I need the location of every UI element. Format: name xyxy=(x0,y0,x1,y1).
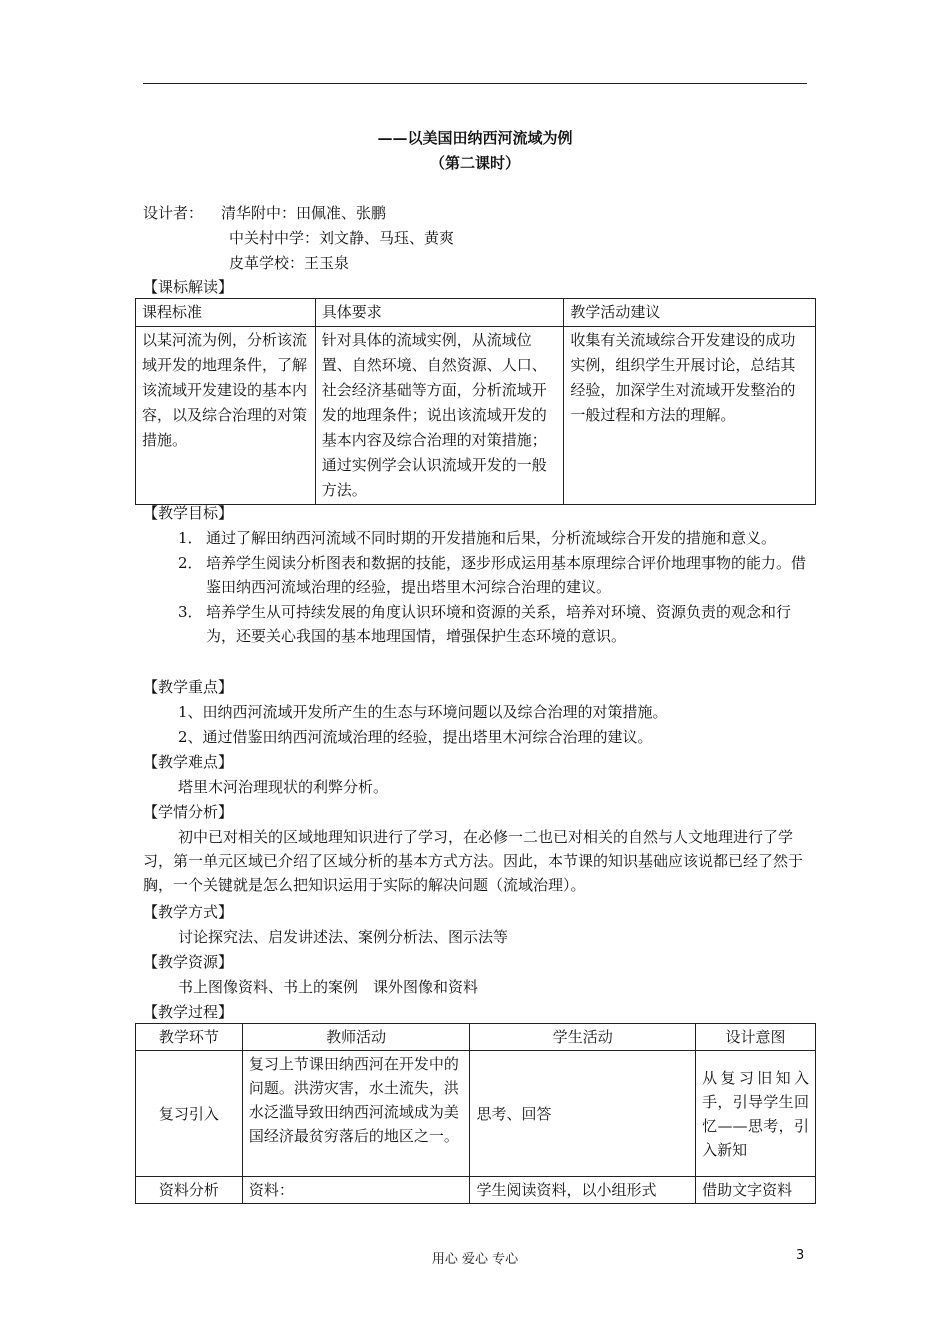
key-point-1: 1、田纳西河流域开发所产生的生态与环境问题以及综合治理的对策措施。 xyxy=(178,703,668,721)
header-cell: 具体要求 xyxy=(315,299,564,327)
process-table-header xyxy=(136,1024,816,1051)
section-method: 【教学方式】 xyxy=(143,903,234,921)
process-table xyxy=(135,1023,816,1204)
table-cell: 资料分析 xyxy=(136,1177,243,1204)
section-analysis: 【学情分析】 xyxy=(143,803,234,821)
header-rule xyxy=(143,83,807,84)
difficult-text: 塔里木河治理现状的利弊分析。 xyxy=(178,778,389,796)
table-row xyxy=(136,1177,816,1204)
section-standard: 【课标解读】 xyxy=(143,278,234,296)
analysis-text: 初中已对相关的区域地理知识进行了学习，在必修一二也已对相关的自然与人文地理进行了学习，第一单元区域已介绍了区域分析的基本方式方法。因此，本节课的知识基础应该说都已经了然于胸，一个关键就是怎么把知识运用于实际的解决问题（流域治理）。 xyxy=(143,828,804,894)
table-cell: 复习引入 xyxy=(136,1051,243,1177)
standard-table-header xyxy=(136,299,816,327)
section-goals: 【教学目标】 xyxy=(143,504,234,522)
table-cell: 学生阅读资料，以小组形式 xyxy=(470,1177,696,1204)
table-cell: 资料： xyxy=(242,1177,470,1204)
table-cell: 思考、回答 xyxy=(470,1051,696,1177)
page-subtitle: （第二课时） xyxy=(429,154,520,172)
table-cell: 从复习旧知入手，引导学生回忆——思考，引入新知 xyxy=(696,1051,816,1177)
table-cell: 借助文字资料 xyxy=(696,1177,816,1204)
table-row xyxy=(136,1051,816,1177)
standard-table xyxy=(135,298,816,505)
header-cell: 学生活动 xyxy=(470,1024,696,1051)
section-process: 【教学过程】 xyxy=(143,1003,234,1021)
goals-list xyxy=(178,526,808,648)
designers-line-3: 皮革学校：王玉泉 xyxy=(229,254,350,272)
method-text: 讨论探究法、启发讲述法、案例分析法、图示法等 xyxy=(178,928,509,946)
section-key-points: 【教学重点】 xyxy=(143,678,234,696)
list-item: 2． 培养学生阅读分析图表和数据的技能，逐步形成运用基本原理综合评价地理事物的能力。借鉴田纳西河流域治理的经验，提出塔里木河综合治理的建议。 xyxy=(178,554,807,596)
header-cell: 教学环节 xyxy=(136,1024,243,1051)
page-number: 3 xyxy=(796,1248,805,1263)
list-item: 1． 通过了解田纳西河流域不同时期的开发措施和后果，分析流域综合开发的措施和意义。 xyxy=(178,529,777,547)
designers-label: 设计者： xyxy=(143,204,204,222)
designers-line-1: 清华附中：田佩准、张鹏 xyxy=(221,204,387,222)
table-cell: 复习上节课田纳西河在开发中的问题。洪涝灾害，水土流失，洪水泛滥导致田纳西河流域成为美国经济最贫穷落后的地区之一。 xyxy=(242,1051,470,1177)
table-cell: 以某河流为例，分析该流域开发的地理条件，了解该流域开发建设的基本内容，以及综合治理的对策措施。 xyxy=(136,327,316,505)
section-resource: 【教学资源】 xyxy=(143,953,234,971)
header-cell: 课程标准 xyxy=(136,299,316,327)
header-cell: 教师活动 xyxy=(242,1024,470,1051)
header-cell: 教学活动建议 xyxy=(564,299,816,327)
list-item: 3． 培养学生从可持续发展的角度认识环境和资源的关系，培养对环境、资源负责的观念和行为，还要关心我国的基本地理国情，增强保护生态环境的意识。 xyxy=(178,603,792,645)
table-cell: 针对具体的流域实例，从流域位置、自然环境、自然资源、人口、社会经济基础等方面，分析流域开发的地理条件；说出该流域开发的基本内容及综合治理的对策措施；通过实例学会认识流域开发的一般方法。 xyxy=(315,327,564,505)
designers-line-2: 中关村中学：刘文静、马珏、黄爽 xyxy=(229,229,455,247)
table-row xyxy=(136,327,816,505)
header-cell: 设计意图 xyxy=(696,1024,816,1051)
page-footer: 用心 爱心 专心 xyxy=(431,1252,519,1267)
resource-text: 书上图像资料、书上的案例 课外图像和资料 xyxy=(178,978,479,996)
key-point-2: 2、通过借鉴田纳西河流域治理的经验，提出塔里木河综合治理的建议。 xyxy=(178,728,653,746)
page-title: ——以美国田纳西河流域为例 xyxy=(377,129,573,147)
section-difficult: 【教学难点】 xyxy=(143,753,234,771)
table-cell: 收集有关流域综合开发建设的成功实例，组织学生开展讨论，总结其经验，加深学生对流域开发整治的一般过程和方法的理解。 xyxy=(564,327,816,505)
